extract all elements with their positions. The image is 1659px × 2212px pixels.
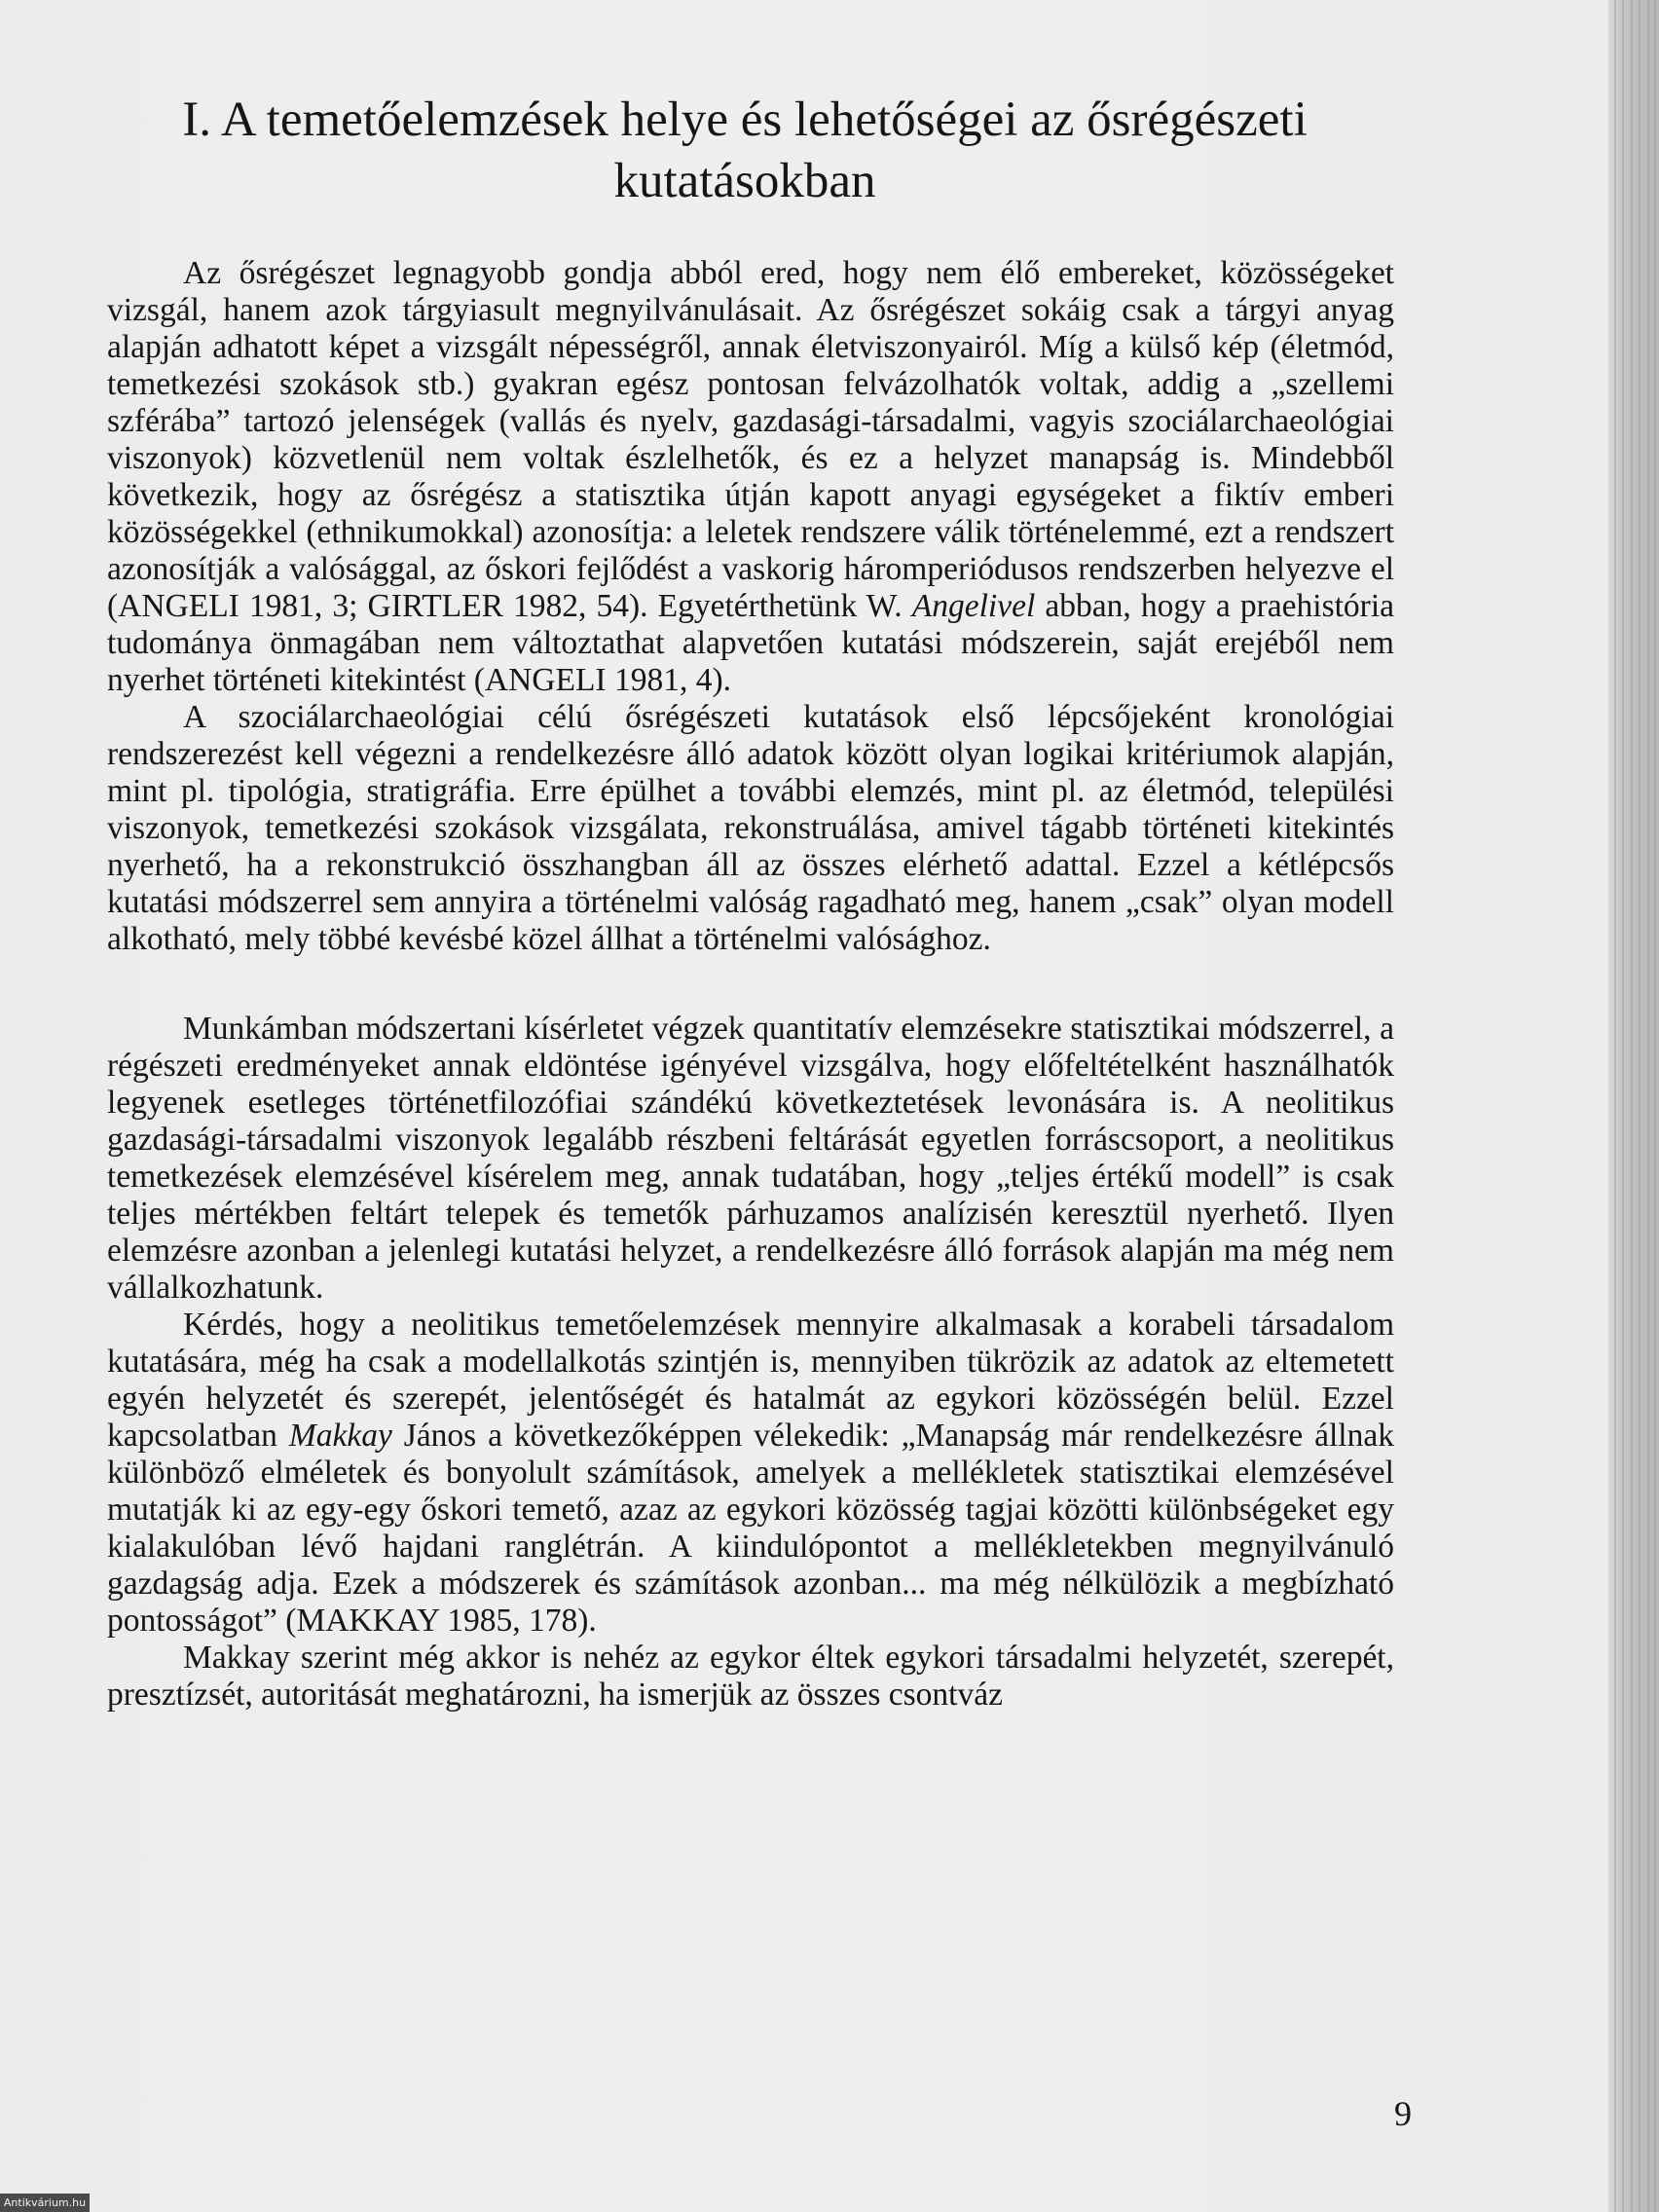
paragraph-4-italic-name: Makkay [288, 1418, 392, 1454]
paragraph-5: Makkay szerint még akkor is nehéz az egykor éltek egykori társadalmi helyzetét, szerepét, presztízsét, autoritását meghatározni, ha ismerjük az összes csontváz [107, 1640, 1394, 1713]
page-edge-line [1614, 0, 1616, 2212]
paragraph-1-italic-name: Angelivel [911, 588, 1036, 624]
chapter-heading-line-1: I. A temetőelemzések helye és lehetőségei az ősrégészeti [182, 92, 1308, 147]
watermark-label: Antikvárium.hu [0, 2194, 90, 2212]
page-edge-line [1639, 0, 1641, 2212]
paragraph-2: A szociálarchaeológiai célú ősrégészeti kutatások első lépcsőjeként kronológiai rendszerezést kell végezni a rendelkezésre álló adatok között olyan logikai kritériumok alapján, mint pl. tipológia, stratigráfia. Erre épülhet a további elemzés, mint pl. az életmód, települési viszonyok, temetkezési szokások vizsgálata, rekonstruálása, amivel tágabb történeti kitekintés nyerhető, ha a rekonstrukció összhangban áll az összes elérhető adattal. Ezzel a kétlépcsős kutatási módszerrel sem annyira a történelmi valóság ragadható meg, hanem „csak” olyan modell alkotható, mely többé kevésbé közel állhat a történelmi valósághoz. [107, 699, 1394, 957]
page-edge-line [1622, 0, 1624, 2212]
chapter-heading-line-2: kutatásokban [613, 154, 876, 208]
paragraph-1-text-a: Az ősrégészet legnagyobb gondja abból ered, hogy nem élő embereket, közösségeket vizsgál, hanem azok tárgyiasult megnyilvánulásait. Az ősrégészet sokáig csak a tárgyi anyag alapján adhatott képet a vizsgált népességről, annak életviszonyairól. Míg a külső kép (életmód, temetkezési szokások stb.) gyakran egész pontosan felvázolhatók voltak, addig a „szellemi szférába” tartozó jelenségek (vallás és nyelv, gazdasági-társadalmi, vagyis szociálarchaeológiai viszonyok) közvetlenül nem voltak észlelhetők, és ez a helyzet manapság is. Mindebből következik, hogy az ősrégész a statisztika útján kapott anyagi egységeket a fiktív emberi közösségekkel (ethnikumokkal) azonosítja: a leletek rendszere válik történelemmé, ezt a rendszert azonosítják a valósággal, az őskori fejlődést a vaskorig háromperiódusos rendszerben helyezve el (ANGELI 1981, 3; GIRTLER 1982, 54). Egyetérthetünk W. [107, 255, 1394, 624]
paragraph-4-text-b: János a következőképpen vélekedik: „Manapság már rendelkezésre állnak különböző elméletek és bonyolult számítások, amelyek a mellékletek statisztikai elemzésével mutatják ki az egy-egy őskori temető, azaz az egykori közösség tagjai közötti különbségeket egy kialakulóban lévő hajdani ranglétrán. A kiindulópontot a mellékletekben megnyilvánuló gazdagság adja. Ezek a módszerek és számítások azonban... ma még nélkülözik a megbízható pontosságot” (MAKKAY 1985, 178). [107, 1418, 1394, 1639]
page-number: 9 [1394, 2094, 1412, 2133]
page-edge-line [1631, 0, 1633, 2212]
chapter-heading [0, 90, 1490, 212]
paragraph-1 [107, 255, 1394, 699]
body-text [107, 255, 1394, 1714]
paragraph-4-text-a: Kérdés, hogy a neolitikus temetőelemzések mennyire alkalmasak a korabeli társadalom kutatására, még ha csak a modellalkotás szintjén is, mennyiben tükrözik az adatok az eltemetett egyén helyzetét és szerepét, jelentőségét és hatalmát az egykori közösségén belül. Ezzel kapcsolatban [107, 1307, 1394, 1454]
page-edge-line [1647, 0, 1649, 2212]
paragraph-4 [107, 1307, 1394, 1640]
page-edge-stack [1608, 0, 1659, 2212]
page-edge-line [1654, 0, 1656, 2212]
paragraph-3: Munkámban módszertani kísérletet végzek quantitatív elemzésekre statisztikai módszerrel, a régészeti eredményeket annak eldöntése igényével vizsgálva, hogy előfeltételként használhatók legyenek esetleges történetfilozófiai szándékú következtetések levonására is. A neolitikus gazdasági-társadalmi viszonyok legalább részbeni feltárását egyetlen forráscsoport, a neolitikus temetkezések elemzésével kísérelem meg, annak tudatában, hogy „teljes értékű modell” is csak teljes mértékben feltárt telepek és temetők párhuzamos analízisén keresztül nyerhető. Ilyen elemzésre azonban a jelenlegi kutatási helyzet, a rendelkezésre álló források alapján ma még nem vállalkozhatunk. [107, 1011, 1394, 1306]
paragraph-1-text-b: abban, hogy a praehistória tudománya önmagában nem változtathat alapvetően kutatási módszerein, saját erejéből nem nyerhet történeti kitekintést (ANGELI 1981, 4). [107, 588, 1395, 698]
